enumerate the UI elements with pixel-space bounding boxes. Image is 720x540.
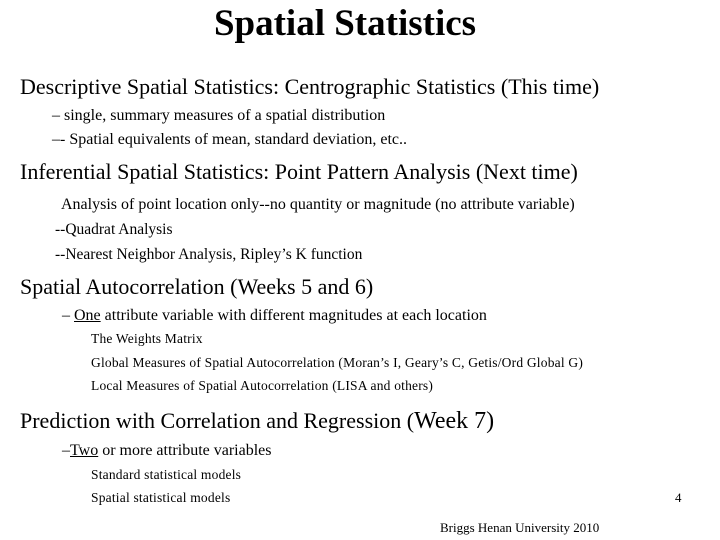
lead-emphasis: Two (70, 442, 99, 459)
autocorrelation-item: Local Measures of Spatial Autocorrelation (LISA and others) (91, 378, 434, 393)
lead-prefix: – (62, 307, 74, 324)
autocorrelation-lead (62, 307, 487, 325)
autocorrelation-item: The Weights Matrix (91, 331, 203, 346)
inferential-intro: Analysis of point location only--no quantity or magnitude (no attribute variable) (61, 196, 575, 213)
autocorrelation-item: Global Measures of Spatial Autocorrelation (Moran’s I, Geary’s C, Getis/Ord Global G) (91, 355, 584, 370)
inferential-heading: Inferential Spatial Statistics: Point Pattern Analysis (Next time) (20, 159, 578, 184)
prediction-item: Standard statistical models (91, 467, 242, 482)
heading-main: Prediction with Correlation and Regression ( (20, 408, 415, 433)
prediction-item: Spatial statistical models (91, 490, 231, 505)
prediction-lead (62, 442, 271, 460)
autocorrelation-heading: Spatial Autocorrelation (Weeks 5 and 6) (20, 274, 374, 299)
heading-close: ) (486, 408, 495, 434)
prediction-heading (20, 408, 494, 435)
inferential-item: --Nearest Neighbor Analysis, Ripley’s K function (55, 246, 363, 263)
footer-credit: Briggs Henan University 2010 (440, 520, 600, 535)
descriptive-item: – single, summary measures of a spatial distribution (52, 107, 386, 124)
lead-rest: or more attribute variables (98, 442, 272, 459)
heading-week: Week 7 (414, 408, 487, 434)
lead-prefix: – (62, 442, 70, 459)
slide-title: Spatial Statistics (213, 3, 477, 44)
descriptive-item: –- Spatial equivalents of mean, standard deviation, etc.. (52, 131, 407, 148)
inferential-item: --Quadrat Analysis (55, 221, 173, 238)
lead-rest: attribute variable with different magnitudes at each location (100, 307, 487, 324)
lead-emphasis: One (74, 307, 101, 324)
page-number: 4 (675, 490, 682, 505)
descriptive-heading: Descriptive Spatial Statistics: Centrographic Statistics (This time) (20, 74, 600, 99)
